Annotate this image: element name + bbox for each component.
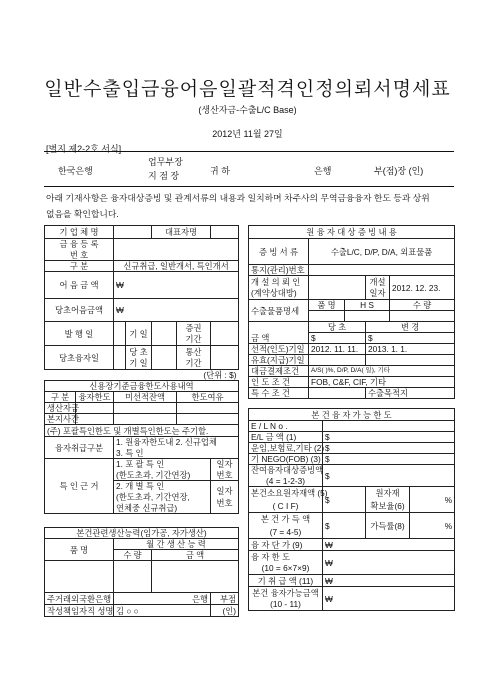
lc-no-value[interactable] (309, 265, 455, 276)
spacer-row (45, 514, 239, 528)
el-no-label: E / L N o . (249, 421, 323, 432)
credit-header-margin: 한도여유 (177, 392, 239, 403)
valid-date-label: 유효(지급)기일 (249, 355, 309, 366)
hs-value[interactable] (345, 311, 390, 322)
approval-date-1: 일자 (211, 459, 239, 470)
remaining-label-1: 잔여융자대상증빙액 (249, 465, 323, 476)
capacity-qty-label: 수 량 (114, 550, 152, 561)
el-amount-value[interactable]: $ (323, 432, 455, 443)
credit-branch-unshipped[interactable] (114, 414, 177, 425)
loan-limit-label-1: 융 자 한 도 (249, 551, 323, 563)
writer-seal: (인) (211, 605, 239, 617)
orig-term-label-2: 기 일 (126, 358, 152, 370)
ceo-name-value[interactable] (211, 226, 239, 239)
material-ratio-value[interactable]: % (410, 487, 455, 513)
approval-2 (211, 481, 239, 514)
amount-orig-value[interactable]: $ (309, 333, 366, 344)
valid-date-change[interactable] (366, 355, 455, 366)
applicant-value[interactable] (309, 276, 366, 300)
address-block (44, 151, 454, 187)
addressee-bank: 한국은행 (58, 166, 93, 176)
capacity-item-label: 품 명 (45, 539, 114, 561)
document-subtitle: (생산자금-수출L/C Base) (198, 105, 297, 115)
credit-header-limit: 융자한도 (76, 392, 114, 403)
note-amount-label: 어 음 금 액 (45, 272, 114, 299)
applicant-label-2: (계약상대방) (249, 288, 309, 300)
amount-header-blank (249, 322, 309, 333)
special-2-detail-2: 연체중 신규취급) (114, 503, 211, 514)
open-date-label-1: 개설 (366, 276, 390, 288)
credit-row-production: 생산자금 (45, 403, 76, 414)
total-period-value[interactable] (211, 346, 239, 370)
capacity-amount-label: 금 액 (152, 550, 239, 561)
el-no-value[interactable] (323, 421, 455, 432)
orig-head: 당 초 (309, 322, 366, 333)
value-added-label-2: (7 = 4-5) (249, 526, 323, 539)
remaining-label-2: (4 = 1-2-3) (249, 476, 323, 487)
orig-loan-date-label: 당초융자일 (45, 346, 114, 370)
open-date-value[interactable]: 2012. 12. 23. (390, 276, 455, 300)
remaining-value[interactable]: $ (323, 465, 455, 487)
existing-label: 기 취 급 액 (11) (249, 575, 323, 587)
nego-label: 기 NEGO(FOB) (3) (249, 454, 323, 465)
writer-name[interactable]: 김 ○ ○ (114, 605, 211, 617)
material-label-1: 본건소요원자재액 (5) (249, 487, 323, 500)
evidence-doc-label: 증 빙 서 류 (249, 239, 309, 265)
credit-production-limit[interactable] (76, 403, 114, 414)
available-value[interactable]: ₩ (323, 587, 455, 611)
reg-no-label-1: 금 융 등 록 (45, 239, 114, 250)
evidence-title: 원 융 자 대 상 증 빙 내 용 (249, 226, 455, 239)
forex-bank-label: 주거래외국환은행 (45, 593, 114, 605)
document-date: 2012년 11월 27일 (212, 129, 283, 139)
material-ratio-label-1: 원자재 (366, 487, 410, 500)
delivery-label: 인 도 조 건 (249, 377, 309, 388)
issue-date-label: 발 행 일 (45, 322, 114, 346)
spacer-row (249, 399, 455, 409)
special-2-title[interactable]: 2. 개 별 특 인 (114, 481, 211, 492)
orig-amount-value[interactable]: ₩ (114, 299, 239, 322)
term-value[interactable] (152, 322, 177, 346)
limit-title: 본 건 융 자 가 능 한 도 (249, 409, 455, 421)
special-basis-label: 특 인 근 거 (45, 459, 114, 514)
ship-date-change[interactable]: 2013. 1. 1. (366, 344, 455, 355)
freight-value[interactable]: $ (323, 443, 455, 454)
valid-date-orig[interactable] (309, 355, 366, 366)
cert-period-label-2: 기간 (177, 334, 211, 346)
type-label: 구 분 (45, 261, 114, 272)
document-title: 일반수출입금융어음일괄적격인정의뢰서명세표 (44, 79, 451, 100)
settle-value[interactable]: A/S( )%, D/P, D/A( 일), 기타 (309, 366, 455, 377)
available-label-1: 본건 융자가능금액 (249, 587, 323, 599)
intro-line-1: 아래 기재사항은 융자대상증빙 및 관계서류의 내용과 일치하며 차주사의 무역금융융자 한도 등과 상위 (46, 193, 430, 203)
capacity-item-value[interactable] (45, 561, 114, 593)
capacity-title: 본건관련생산능력(임가공, 자가생산) (45, 528, 239, 539)
note-amount-value[interactable]: ₩ (114, 272, 239, 299)
credit-production-unshipped[interactable] (114, 403, 177, 414)
dept-line-2: 지 점 장 (148, 171, 180, 181)
existing-value[interactable]: ₩ (323, 575, 455, 587)
orig-term-label-1: 당 초 (126, 346, 152, 358)
cert-period-value[interactable] (211, 322, 239, 346)
reg-no-value[interactable] (114, 239, 239, 261)
total-period-label-1: 통산 (177, 346, 211, 358)
issue-date-value[interactable] (114, 322, 126, 346)
approval-no-2: 번호 (216, 498, 233, 508)
export-items-label: 수출물품명세 (249, 300, 309, 322)
delivery-value[interactable]: FOB, C&F, CIF, 기타 (309, 377, 455, 388)
intro-line-2: 없음을 확인합니다. (46, 209, 119, 219)
sender-bank: 은행 (314, 166, 332, 176)
qty-value[interactable] (390, 311, 455, 322)
value-added-value[interactable]: $ (323, 513, 366, 539)
value-ratio-value[interactable]: % (410, 513, 455, 539)
credit-production-margin[interactable] (177, 403, 239, 414)
credit-row-branch: 본지사간 (45, 414, 76, 425)
loan-limit-label-2: (10 = 6×7×9) (249, 563, 323, 575)
handling-option-2[interactable]: 3. 특 인 (114, 448, 239, 459)
credit-header-unshipped: 미선적잔액 (114, 392, 177, 403)
total-period-label-2: 기간 (177, 358, 211, 370)
lc-no-label: 통지(관리)번호 (249, 265, 309, 276)
writer-label: 작성책임자직 성명 (45, 605, 114, 617)
credit-header-type: 구 분 (45, 392, 76, 403)
special-1-title[interactable]: 1. 포 괄 특 인 (114, 459, 211, 470)
open-date-label-2: 일자 (366, 288, 390, 300)
item-value[interactable] (309, 311, 345, 322)
amount-label: 금 액 (249, 333, 309, 344)
destination-label: 수출목적지 (366, 388, 455, 399)
ship-date-orig[interactable]: 2012. 11. 11. (309, 344, 366, 355)
settle-label: 대금결제조건 (249, 366, 309, 377)
unit-price-label: 융 자 단 가 (9) (249, 539, 323, 551)
orig-amount-label: 당초어음금액 (45, 299, 114, 322)
company-name-value[interactable] (114, 226, 152, 239)
orig-loan-date-value[interactable] (114, 346, 126, 370)
special-2-detail: (한도초과, 기간연장, (114, 492, 211, 503)
intro-text (46, 190, 466, 222)
ceo-name-label: 대표자명 (152, 226, 211, 239)
evidence-doc-value[interactable]: 수출L/C, D/P, D/A, 외표물품 (309, 239, 455, 265)
value-ratio-label: 가득률(8) (366, 513, 410, 539)
credit-branch-margin[interactable] (177, 414, 239, 425)
capacity-amount-value[interactable] (152, 561, 239, 593)
special-cond-label: 특 수 조 건 (249, 388, 309, 399)
special-limit-note: (주) 포괄특인한도 및 개별특인한도는 주기할. (45, 425, 239, 437)
unit-note: (단위 : $) (45, 370, 239, 381)
item-head: 품 명 (309, 300, 345, 311)
orig-term-value[interactable] (152, 346, 177, 370)
special-cond-value[interactable] (309, 388, 366, 399)
qty-head: 수 량 (390, 300, 455, 311)
handling-option-1[interactable]: 1. 원융자한도내 2. 신규업체 (114, 437, 239, 448)
monthly-capacity-label: 월 간 생 산 능 력 (114, 539, 239, 550)
approval-date-2: 일자 (216, 486, 233, 496)
right-table (248, 225, 455, 611)
material-label-2: ( C I F) (249, 500, 323, 513)
forex-bank-suffix[interactable]: 은행 (114, 593, 211, 605)
credit-branch-limit[interactable] (76, 414, 114, 425)
approval-no-1: 번호 (211, 470, 239, 481)
left-table (44, 225, 239, 617)
material-ratio-label-2: 확보율(6) (366, 500, 410, 513)
reg-no-label-2: 번 호 (45, 250, 114, 261)
cert-period-label-1: 증권 (177, 322, 211, 334)
change-head: 변 경 (366, 322, 455, 333)
company-name-label: 기 업 체 명 (45, 226, 114, 239)
nego-value[interactable]: $ (323, 454, 455, 465)
freight-label: 운임,보험료,기타 (2) (249, 443, 323, 454)
material-value[interactable]: $ (323, 487, 366, 513)
ship-date-label: 선적(인도)기일 (249, 344, 309, 355)
handling-type-label: 융자취급구분 (45, 437, 114, 459)
term-label: 기 일 (126, 322, 152, 346)
forex-branch-suffix[interactable]: 부점 (211, 593, 239, 605)
special-1-detail: (한도초과, 기간연장) (114, 470, 211, 481)
credit-usage-title: 신용장기준금융한도사용내역 (45, 381, 239, 392)
unit-price-value[interactable]: ₩ (323, 539, 455, 551)
capacity-qty-value[interactable] (114, 561, 152, 593)
el-amount-label: E/L 금 액 (1) (249, 432, 323, 443)
available-label-2: (10 - 11) (249, 599, 323, 611)
hs-head: H S (345, 300, 390, 311)
sender-rank: 부(점)장 (인) (374, 166, 424, 176)
to-honorific: 귀 하 (210, 166, 230, 176)
value-added-label-1: 본 건 가 득 액 (249, 513, 323, 526)
form-number: [별지 제2-2호 서식] (46, 144, 122, 154)
loan-limit-value[interactable]: ₩ (323, 551, 455, 575)
type-value[interactable]: 신규취급, 일반개서, 특인개서 (114, 261, 239, 272)
amount-change-value[interactable]: $ (366, 333, 455, 344)
dept-line-1: 업무부장 (148, 157, 183, 167)
applicant-label-1: 개 설 의 뢰 인 (249, 276, 309, 288)
